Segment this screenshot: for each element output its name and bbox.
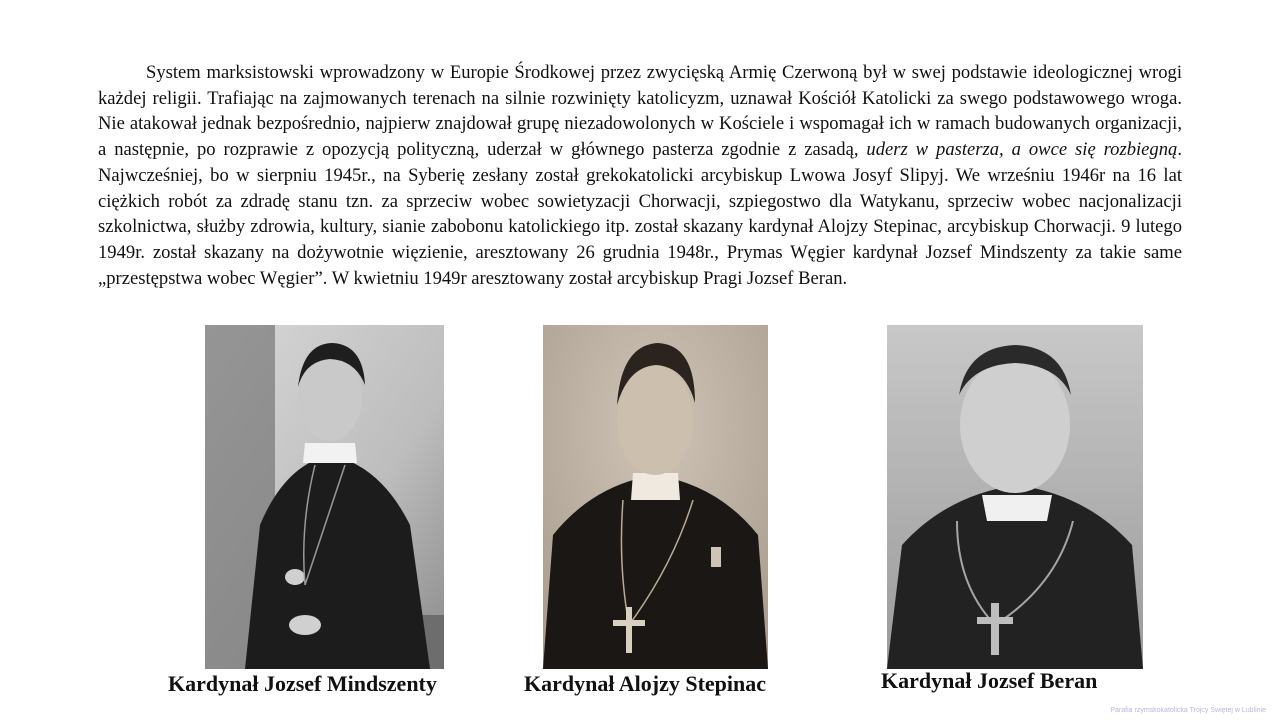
paragraph-quote: uderz w pasterza, a owce się rozbiegną (866, 139, 1178, 161)
portrait-photo-stepinac (543, 325, 768, 669)
portrait-photo-beran (887, 325, 1143, 669)
caption-beran: Kardynał Jozsef Beran (881, 668, 1098, 693)
caption-stepinac: Kardynał Alojzy Stepinac (524, 671, 767, 696)
footer-parish-credit: Parafia rzymskokatolicka Trójcy Świętej w Lublinie (1110, 707, 1266, 714)
portrait-photo-mindszenty (205, 325, 444, 669)
paragraph-part-1: System marksistowski wprowadzony w Europie Środkowej przez zwycięską Armię Czerwoną był w swej podstawie ideologicznej wrogi każdej religii. Trafiając na zajmowanych terenach na silnie rozwinięty katolicyzm, uznawał Kościół Katolicki za swego podstawowego wroga. Nie atakował jednak bezpośrednio, najpierw znajdował grupę niezadowolonych w Kościele i wspomagał ich w ramach budowanych organizacji, a następnie, po rozprawie z opozycją polityczną, uderzał w głównego pasterza zgodnie z zasadą, (98, 62, 1182, 161)
paragraph-part-2: . Najwcześniej, bo w sierpniu 1945r., na Syberię zesłany został grekokatolicki arcybiskup Lwowa Josyf Slipyj. We wrześniu 1946r na 16 lat ciężkich robót za zdradę stanu tzn. za sprzeciw wobec sowietyzacji Chorwacji, szpiegostwo dla Watykanu, sprzeciw wobec nacjonalizacji szkolnictwa, służby zdrowia, kultury, sianie zabobonu katolickiego itp. został skazany kardynał Alojzy Stepinac, arcybiskup Chorwacji. 9 lutego 1949r. został skazany na dożywotnie więzienie, aresztowany 26 grudnia 1948r., Prymas Węgier kardynał Jozsef Mindszenty za takie same „przestępstwa wobec Węgier”. W kwietniu 1949r aresztowany został arcybiskup Pragi Jozsef Beran. (98, 139, 1182, 289)
body-paragraph (98, 60, 1182, 291)
caption-mindszenty: Kardynał Jozsef Mindszenty (168, 671, 437, 696)
